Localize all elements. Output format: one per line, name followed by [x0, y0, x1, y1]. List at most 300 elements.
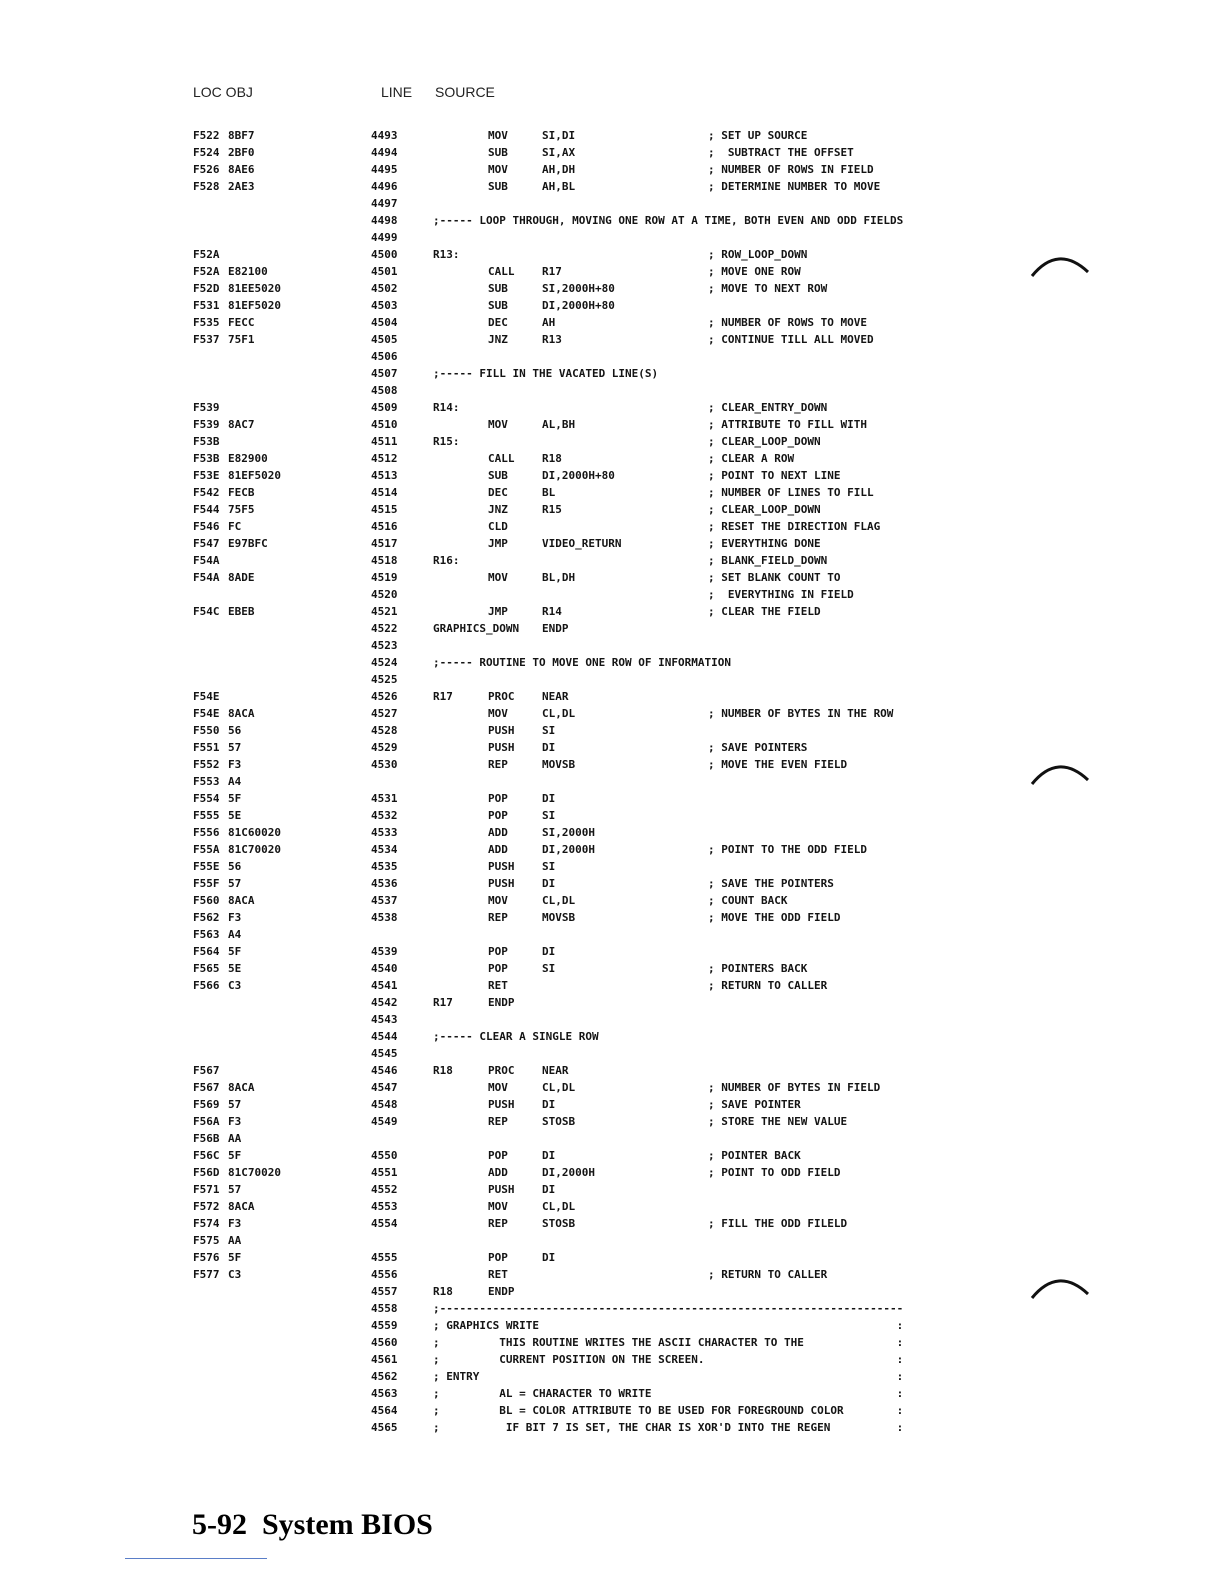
- listing-obj: A4: [228, 775, 242, 788]
- listing-operand: SI,DI: [542, 129, 576, 142]
- listing-obj: 8ACA: [228, 1081, 255, 1094]
- listing-comment-line: ;----- CLEAR A SINGLE ROW: [433, 1030, 599, 1043]
- listing-operand: R18: [542, 452, 562, 465]
- listing-loc: F552: [193, 758, 220, 771]
- listing-row: [0, 212, 1224, 229]
- listing-comment: ; POINT TO NEXT LINE: [708, 469, 841, 482]
- listing-row: [0, 127, 1224, 144]
- listing-loc: F566: [193, 979, 220, 992]
- listing-operand: DI: [542, 1183, 556, 1196]
- listing-line-number: 4509: [371, 401, 398, 414]
- listing-opcode: JNZ: [488, 503, 508, 516]
- listing-obj: 75F5: [228, 503, 255, 516]
- listing-line-number: 4527: [371, 707, 398, 720]
- listing-line-number: 4530: [371, 758, 398, 771]
- listing-row: [0, 229, 1224, 246]
- listing-line-number: 4532: [371, 809, 398, 822]
- listing-row: [0, 518, 1224, 535]
- listing-row: [0, 807, 1224, 824]
- listing-row: [0, 654, 1224, 671]
- listing-loc: F539: [193, 401, 220, 414]
- listing-loc: F576: [193, 1251, 220, 1264]
- listing-opcode: MOV: [488, 1200, 508, 1213]
- listing-line-number: 4565: [371, 1421, 398, 1434]
- listing-line-number: 4500: [371, 248, 398, 261]
- listing-operand: DI,2000H: [542, 843, 595, 856]
- listing-loc: F52A: [193, 265, 220, 278]
- listing-obj: F3: [228, 1217, 242, 1230]
- listing-obj: 5F: [228, 792, 242, 805]
- listing-loc: F574: [193, 1217, 220, 1230]
- listing-loc: F55F: [193, 877, 220, 890]
- listing-obj: C3: [228, 1268, 242, 1281]
- listing-comment: ; CONTINUE TILL ALL MOVED: [708, 333, 874, 346]
- listing-line-number: 4558: [371, 1302, 398, 1315]
- listing-obj: 56: [228, 724, 242, 737]
- listing-row: [0, 858, 1224, 875]
- listing-row: [0, 467, 1224, 484]
- listing-obj: 57: [228, 877, 242, 890]
- listing-comment: ; CLEAR_LOOP_DOWN: [708, 503, 821, 516]
- listing-line-number: 4525: [371, 673, 398, 686]
- listing-row: [0, 569, 1224, 586]
- listing-row: [0, 450, 1224, 467]
- listing-line-number: 4503: [371, 299, 398, 312]
- listing-row: [0, 1334, 1224, 1351]
- listing-line-number: 4507: [371, 367, 398, 380]
- listing-row: [0, 620, 1224, 637]
- header-line: LINE: [381, 84, 413, 100]
- listing-obj: A4: [228, 928, 242, 941]
- listing-label: R14:: [433, 401, 460, 414]
- listing-loc: F56A: [193, 1115, 220, 1128]
- listing-line-number: 4535: [371, 860, 398, 873]
- listing-opcode: SUB: [488, 299, 508, 312]
- listing-loc: F571: [193, 1183, 220, 1196]
- listing-line-number: 4513: [371, 469, 398, 482]
- listing-row: [0, 705, 1224, 722]
- listing-opcode: REP: [488, 758, 508, 771]
- listing-comment-line: ; IF BIT 7 IS SET, THE CHAR IS XOR'D INTO THE REGEN :: [433, 1421, 904, 1434]
- listing-opcode: RET: [488, 979, 508, 992]
- listing-row: [0, 1419, 1224, 1436]
- listing-loc: F550: [193, 724, 220, 737]
- listing-operand: AL,BH: [542, 418, 576, 431]
- listing-line-number: 4496: [371, 180, 398, 193]
- listing-loc: F556: [193, 826, 220, 839]
- listing-operand: DI: [542, 945, 556, 958]
- listing-row: [0, 1164, 1224, 1181]
- listing-comment: ; SAVE POINTERS: [708, 741, 808, 754]
- listing-obj: F3: [228, 758, 242, 771]
- listing-row: [0, 722, 1224, 739]
- header-loc-obj: LOC OBJ: [193, 84, 253, 100]
- listing-row: [0, 1062, 1224, 1079]
- listing-operand: R15: [542, 503, 562, 516]
- listing-line-number: 4539: [371, 945, 398, 958]
- listing-line-number: 4511: [371, 435, 398, 448]
- listing-line-number: 4531: [371, 792, 398, 805]
- listing-operand: CL,DL: [542, 707, 576, 720]
- listing-obj: 81EF5020: [228, 299, 281, 312]
- listing-label: R16:: [433, 554, 460, 567]
- listing-opcode: SUB: [488, 180, 508, 193]
- listing-line-number: 4551: [371, 1166, 398, 1179]
- listing-line-number: 4515: [371, 503, 398, 516]
- listing-line-number: 4537: [371, 894, 398, 907]
- listing-row: [0, 161, 1224, 178]
- listing-line-number: 4506: [371, 350, 398, 363]
- listing-loc: F55E: [193, 860, 220, 873]
- listing-comment: ; RETURN TO CALLER: [708, 979, 828, 992]
- listing-loc: F569: [193, 1098, 220, 1111]
- listing-line-number: 4519: [371, 571, 398, 584]
- listing-loc: F563: [193, 928, 220, 941]
- listing-comment: ; NUMBER OF ROWS IN FIELD: [708, 163, 874, 176]
- listing-line-number: 4552: [371, 1183, 398, 1196]
- header-source: SOURCE: [435, 84, 495, 100]
- listing-row: [0, 1011, 1224, 1028]
- listing-operand: MOVSB: [542, 911, 576, 924]
- listing-operand: CL,DL: [542, 894, 576, 907]
- listing-loc: F56C: [193, 1149, 220, 1162]
- listing-comment: ; MOVE THE ODD FIELD: [708, 911, 841, 924]
- listing-comment: ; DETERMINE NUMBER TO MOVE: [708, 180, 881, 193]
- listing-comment: ; SAVE POINTER: [708, 1098, 801, 1111]
- listing-comment: ; NUMBER OF ROWS TO MOVE: [708, 316, 867, 329]
- listing-line-number: 4564: [371, 1404, 398, 1417]
- listing-opcode: PUSH: [488, 741, 515, 754]
- listing-loc: F52D: [193, 282, 220, 295]
- listing-comment: ; POINTERS BACK: [708, 962, 808, 975]
- listing-row: [0, 960, 1224, 977]
- listing-comment: ; EVERYTHING DONE: [708, 537, 821, 550]
- listing-operand: DI: [542, 741, 556, 754]
- listing-obj: 8ACA: [228, 894, 255, 907]
- listing-line-number: 4501: [371, 265, 398, 278]
- listing-operand: DI,2000H+80: [542, 469, 615, 482]
- listing-operand: DI,2000H: [542, 1166, 595, 1179]
- listing-loc: F531: [193, 299, 220, 312]
- listing-row: [0, 671, 1224, 688]
- listing-line-number: 4559: [371, 1319, 398, 1332]
- listing-opcode: JNZ: [488, 333, 508, 346]
- listing-line-number: 4498: [371, 214, 398, 227]
- footer-rule: [125, 1558, 267, 1559]
- listing-comment: ; MOVE THE EVEN FIELD: [708, 758, 848, 771]
- listing-operand: DI,2000H+80: [542, 299, 615, 312]
- listing-opcode: ENDP: [488, 1285, 515, 1298]
- listing-loc: F577: [193, 1268, 220, 1281]
- listing-opcode: CLD: [488, 520, 508, 533]
- listing-label: R18: [433, 1285, 453, 1298]
- listing-comment: ; CLEAR_LOOP_DOWN: [708, 435, 821, 448]
- listing-loc: F575: [193, 1234, 220, 1247]
- listing-row: [0, 399, 1224, 416]
- listing-operand: NEAR: [542, 1064, 569, 1077]
- listing-opcode: RET: [488, 1268, 508, 1281]
- listing-loc: F53B: [193, 435, 220, 448]
- listing-operand: SI: [542, 962, 556, 975]
- listing-row: [0, 382, 1224, 399]
- listing-line-number: 4533: [371, 826, 398, 839]
- listing-loc: F553: [193, 775, 220, 788]
- listing-opcode: DEC: [488, 316, 508, 329]
- listing-row: [0, 484, 1224, 501]
- listing-comment-line: ; GRAPHICS WRITE :: [433, 1319, 904, 1332]
- listing-obj: 57: [228, 1183, 242, 1196]
- listing-opcode: POP: [488, 1149, 508, 1162]
- listing-label: R13:: [433, 248, 460, 261]
- binder-ring-mark: [1028, 250, 1092, 290]
- listing-opcode: POP: [488, 792, 508, 805]
- listing-obj: E97BFC: [228, 537, 268, 550]
- listing-line-number: 4499: [371, 231, 398, 244]
- listing-opcode: SUB: [488, 469, 508, 482]
- listing-line-number: 4561: [371, 1353, 398, 1366]
- listing-label: R17: [433, 690, 453, 703]
- listing-line-number: 4529: [371, 741, 398, 754]
- listing-operand: AH,BL: [542, 180, 576, 193]
- listing-comment: ; SET BLANK COUNT TO: [708, 571, 841, 584]
- listing-opcode: SUB: [488, 146, 508, 159]
- binder-ring-mark: [1028, 758, 1092, 798]
- listing-comment: ; CLEAR_ENTRY_DOWN: [708, 401, 828, 414]
- listing-loc: F54A: [193, 554, 220, 567]
- listing-line-number: 4517: [371, 537, 398, 550]
- listing-loc: F522: [193, 129, 220, 142]
- listing-operand: SI: [542, 809, 556, 822]
- listing-obj: E82900: [228, 452, 268, 465]
- listing-row: [0, 1113, 1224, 1130]
- listing-line-number: 4505: [371, 333, 398, 346]
- listing-opcode: REP: [488, 1115, 508, 1128]
- listing-comment: ; POINTER BACK: [708, 1149, 801, 1162]
- listing-line-number: 4510: [371, 418, 398, 431]
- listing-opcode: JMP: [488, 605, 508, 618]
- listing-loc: F55A: [193, 843, 220, 856]
- listing-line-number: 4504: [371, 316, 398, 329]
- listing-line-number: 4495: [371, 163, 398, 176]
- listing-obj: 5F: [228, 1251, 242, 1264]
- listing-line-number: 4536: [371, 877, 398, 890]
- listing-operand: MOVSB: [542, 758, 576, 771]
- listing-row: [0, 433, 1224, 450]
- listing-line-number: 4544: [371, 1030, 398, 1043]
- listing-row: [0, 1215, 1224, 1232]
- listing-row: [0, 552, 1224, 569]
- listing-loc: F572: [193, 1200, 220, 1213]
- listing-comment: ; NUMBER OF BYTES IN FIELD: [708, 1081, 881, 1094]
- listing-row: [0, 841, 1224, 858]
- listing-line-number: 4497: [371, 197, 398, 210]
- listing-line-number: 4546: [371, 1064, 398, 1077]
- binder-ring-mark: [1028, 1272, 1092, 1312]
- listing-loc: F539: [193, 418, 220, 431]
- listing-loc: F562: [193, 911, 220, 924]
- listing-row: [0, 824, 1224, 841]
- listing-operand: CL,DL: [542, 1200, 576, 1213]
- listing-obj: EBEB: [228, 605, 255, 618]
- listing-comment: ; MOVE TO NEXT ROW: [708, 282, 828, 295]
- listing-obj: 75F1: [228, 333, 255, 346]
- listing-loc: F535: [193, 316, 220, 329]
- listing-loc: F547: [193, 537, 220, 550]
- page-number: 5-92: [192, 1508, 247, 1541]
- listing-line-number: 4516: [371, 520, 398, 533]
- listing-operand: R13: [542, 333, 562, 346]
- listing-comment: ; BLANK_FIELD_DOWN: [708, 554, 828, 567]
- listing-row: [0, 365, 1224, 382]
- listing-opcode: REP: [488, 911, 508, 924]
- listing-opcode: CALL: [488, 265, 515, 278]
- listing-opcode: MOV: [488, 894, 508, 907]
- listing-obj: 5F: [228, 945, 242, 958]
- listing-loc: F53B: [193, 452, 220, 465]
- listing-comment: ; NUMBER OF BYTES IN THE ROW: [708, 707, 894, 720]
- listing-opcode: PUSH: [488, 724, 515, 737]
- listing-loc: F560: [193, 894, 220, 907]
- listing-opcode: MOV: [488, 418, 508, 431]
- listing-row: [0, 1368, 1224, 1385]
- listing-operand: SI,2000H+80: [542, 282, 615, 295]
- listing-loc: F542: [193, 486, 220, 499]
- listing-opcode: POP: [488, 962, 508, 975]
- listing-obj: 8AC7: [228, 418, 255, 431]
- listing-line-number: 4512: [371, 452, 398, 465]
- listing-opcode: PROC: [488, 690, 515, 703]
- listing-obj: FECB: [228, 486, 255, 499]
- listing-opcode: PUSH: [488, 860, 515, 873]
- listing-opcode: REP: [488, 1217, 508, 1230]
- listing-opcode: PUSH: [488, 877, 515, 890]
- listing-obj: 81C70020: [228, 843, 281, 856]
- listing-loc: F54A: [193, 571, 220, 584]
- listing-comment-line: ; CURRENT POSITION ON THE SCREEN. :: [433, 1353, 904, 1366]
- listing-obj: 8BF7: [228, 129, 255, 142]
- listing-obj: FECC: [228, 316, 255, 329]
- listing-row: [0, 637, 1224, 654]
- listing-opcode: ENDP: [488, 996, 515, 1009]
- listing-comment: ; ROW_LOOP_DOWN: [708, 248, 808, 261]
- listing-line-number: 4550: [371, 1149, 398, 1162]
- listing-line-number: 4549: [371, 1115, 398, 1128]
- listing-line-number: 4555: [371, 1251, 398, 1264]
- listing-operand: SI: [542, 724, 556, 737]
- listing-comment-line: ;----- ROUTINE TO MOVE ONE ROW OF INFORMATION: [433, 656, 732, 669]
- listing-loc: F546: [193, 520, 220, 533]
- listing-operand: AH: [542, 316, 556, 329]
- listing-obj: 5E: [228, 809, 242, 822]
- listing-row: [0, 994, 1224, 1011]
- listing-loc: F52A: [193, 248, 220, 261]
- listing-comment-line: ;----- FILL IN THE VACATED LINE(S): [433, 367, 659, 380]
- page-title: System BIOS: [262, 1508, 433, 1541]
- listing-opcode: PUSH: [488, 1098, 515, 1111]
- listing-row: [0, 1130, 1224, 1147]
- listing-obj: 8ACA: [228, 707, 255, 720]
- listing-loc: F551: [193, 741, 220, 754]
- listing-line-number: 4520: [371, 588, 398, 601]
- listing-line-number: 4493: [371, 129, 398, 142]
- listing-opcode: POP: [488, 945, 508, 958]
- listing-obj: F3: [228, 911, 242, 924]
- listing-row: [0, 926, 1224, 943]
- listing-comment: ; CLEAR A ROW: [708, 452, 795, 465]
- listing-comment: ; CLEAR THE FIELD: [708, 605, 821, 618]
- listing-loc: F537: [193, 333, 220, 346]
- listing-label: R15:: [433, 435, 460, 448]
- listing-opcode: POP: [488, 809, 508, 822]
- listing-loc: F528: [193, 180, 220, 193]
- listing-opcode: SUB: [488, 282, 508, 295]
- listing-line-number: 4557: [371, 1285, 398, 1298]
- listing-line-number: 4518: [371, 554, 398, 567]
- listing-row: [0, 1317, 1224, 1334]
- listing-row: [0, 144, 1224, 161]
- listing-obj: 2BF0: [228, 146, 255, 159]
- listing-comment: ; COUNT BACK: [708, 894, 788, 907]
- listing-comment: ; FILL THE ODD FILELD: [708, 1217, 848, 1230]
- listing-line-number: 4554: [371, 1217, 398, 1230]
- listing-operand: SI: [542, 860, 556, 873]
- listing-opcode: ADD: [488, 826, 508, 839]
- listing-operand: DI: [542, 877, 556, 890]
- listing-operand: ENDP: [542, 622, 569, 635]
- listing-line-number: 4521: [371, 605, 398, 618]
- listing-line-number: 4514: [371, 486, 398, 499]
- listing-line-number: 4545: [371, 1047, 398, 1060]
- listing-row: [0, 1385, 1224, 1402]
- listing-row: [0, 178, 1224, 195]
- listing-row: [0, 1096, 1224, 1113]
- listing-row: [0, 1028, 1224, 1045]
- listing-comment-line: ;----- LOOP THROUGH, MOVING ONE ROW AT A TIME, BOTH EVEN AND ODD FIELDS: [433, 214, 904, 227]
- listing-comment: ; RETURN TO CALLER: [708, 1268, 828, 1281]
- listing-line-number: 4538: [371, 911, 398, 924]
- listing-row: [0, 875, 1224, 892]
- listing-loc: F544: [193, 503, 220, 516]
- listing-loc: F567: [193, 1081, 220, 1094]
- listing-row: [0, 1045, 1224, 1062]
- listing-operand: STOSB: [542, 1115, 576, 1128]
- listing-row: [0, 892, 1224, 909]
- listing-loc: F554: [193, 792, 220, 805]
- listing-line-number: 4502: [371, 282, 398, 295]
- listing-label: R17: [433, 996, 453, 1009]
- listing-line-number: 4542: [371, 996, 398, 1009]
- listing-obj: 81C60020: [228, 826, 281, 839]
- listing-opcode: JMP: [488, 537, 508, 550]
- listing-operand: SI,AX: [542, 146, 576, 159]
- listing-row: [0, 314, 1224, 331]
- listing-row: [0, 1079, 1224, 1096]
- listing-row: [0, 688, 1224, 705]
- page-footer: [192, 1508, 433, 1542]
- listing-loc: F54C: [193, 605, 220, 618]
- listing-comment-line: ; BL = COLOR ATTRIBUTE TO BE USED FOR FOREGROUND COLOR :: [433, 1404, 904, 1417]
- listing-row: [0, 501, 1224, 518]
- listing-opcode: POP: [488, 1251, 508, 1264]
- listing-line-number: 4540: [371, 962, 398, 975]
- listing-operand: DI: [542, 1098, 556, 1111]
- listing-opcode: CALL: [488, 452, 515, 465]
- listing-row: [0, 1249, 1224, 1266]
- listing-opcode: ADD: [488, 843, 508, 856]
- listing-line-number: 4547: [371, 1081, 398, 1094]
- listing-opcode: PUSH: [488, 1183, 515, 1196]
- listing-line-number: 4541: [371, 979, 398, 992]
